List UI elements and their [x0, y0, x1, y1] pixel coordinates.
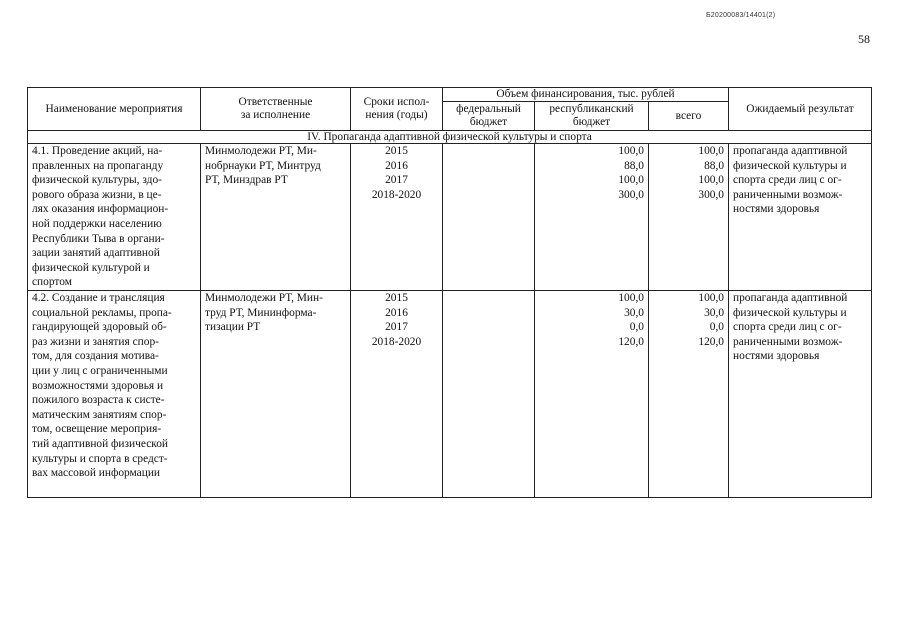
total-value: 88,0: [704, 159, 725, 172]
header-result: [729, 88, 872, 131]
text-line: правленных на пропаганду: [32, 159, 164, 172]
total-value: 0,0: [709, 321, 725, 334]
header-federal-line: бюджет: [469, 116, 508, 128]
header-terms-line: Сроки испол-: [363, 96, 430, 108]
year-value: 2017: [385, 174, 408, 187]
text-line: матическим занятиям спор-: [32, 408, 167, 421]
funding-table: [27, 87, 872, 498]
total-value: 300,0: [698, 188, 725, 201]
text-line: рового образа жизни, в це-: [32, 188, 162, 201]
header-terms: [351, 88, 443, 131]
header-funding-group: [443, 88, 729, 102]
text-line: физической культуры, здо-: [32, 174, 162, 187]
text-line: нобрнауки РТ, Минтруд: [205, 159, 321, 172]
cell-total: [649, 291, 729, 498]
year-value: 2016: [385, 159, 408, 172]
cell-republican: [535, 291, 649, 498]
cell-federal: [443, 144, 535, 291]
year-value: 2017: [385, 321, 408, 334]
text-line: Минмолодежи РТ, Мин-: [205, 292, 323, 304]
cell-responsible: [201, 291, 351, 498]
text-line: труд РТ, Мининформа-: [205, 306, 317, 319]
text-line: Республики Тыва в органи-: [32, 232, 165, 245]
republican-value: 100,0: [618, 174, 644, 187]
year-value: 2016: [385, 306, 408, 319]
text-line: том, для создания мотива-: [32, 350, 159, 363]
header-responsible-line: Ответственные: [238, 96, 313, 108]
header-total: [649, 102, 729, 131]
section-title: IV. Пропаганда адаптивной физической культуры и спорта: [28, 131, 872, 144]
header-terms-line: нения (годы): [365, 109, 428, 121]
header-federal-line: федеральный: [456, 103, 521, 115]
text-line: раниченными возмож-: [733, 335, 843, 348]
text-line: том, освещение мероприя-: [32, 423, 162, 436]
text-line: ции у лиц с ограниченными: [32, 364, 168, 377]
year-value: 2015: [385, 292, 408, 304]
text-line: спортом: [32, 276, 72, 289]
total-value: 30,0: [704, 306, 725, 319]
text-line: пропаганда адаптивной: [733, 145, 848, 157]
text-line: тий адаптивной физической: [32, 437, 168, 450]
total-value: 120,0: [698, 335, 725, 348]
text-line: пропаганда адаптивной: [733, 292, 848, 304]
cell-result: [729, 291, 872, 498]
text-line: раниченными возмож-: [733, 188, 843, 201]
text-line: РТ, Минздрав РТ: [205, 174, 288, 187]
cell-name: [28, 291, 201, 498]
republican-value: 0,0: [629, 321, 644, 334]
text-line: 4.2. Создание и трансляция: [32, 292, 165, 304]
header-name-text: Наименование мероприятия: [45, 102, 183, 115]
header-republican-line: республиканский: [549, 103, 634, 115]
text-line: возможностями здоровья и: [32, 379, 164, 392]
republican-value: 100,0: [618, 145, 644, 157]
cell-total: [649, 144, 729, 291]
header-responsible-line: за исполнение: [240, 109, 311, 121]
text-line: социальной рекламы, пропа-: [32, 306, 172, 319]
text-line: пожилого возраста к систе-: [32, 394, 165, 407]
text-line: 4.1. Проведение акций, на-: [32, 145, 163, 157]
cell-result: [729, 144, 872, 291]
republican-value: 100,0: [618, 292, 644, 304]
year-value: 2018-2020: [371, 188, 422, 201]
table-row: [28, 144, 872, 291]
header-federal: [443, 102, 535, 131]
cell-years: [351, 144, 443, 291]
document-id: Б20200083/14401(2): [706, 12, 776, 19]
header-total-text: всего: [675, 109, 702, 122]
text-line: зации занятий адаптивной: [32, 247, 160, 260]
text-line: лях оказания информацион-: [32, 203, 169, 216]
republican-value: 88,0: [624, 159, 644, 172]
page-number: 58: [858, 32, 870, 46]
text-line: тизации РТ: [205, 321, 261, 334]
cell-responsible: [201, 144, 351, 291]
text-line: ной поддержки населению: [32, 217, 162, 230]
header-republican: [535, 102, 649, 131]
text-line: спорта среди лиц с ог-: [733, 174, 842, 187]
cell-years: [351, 291, 443, 498]
total-value: 100,0: [698, 292, 725, 304]
republican-value: 300,0: [618, 188, 644, 201]
text-line: гандирующей здоровый об-: [32, 321, 167, 334]
header-result-text: Ожидаемый результат: [746, 102, 854, 115]
text-line: физической культуры и: [733, 306, 847, 319]
text-line: культуры и спорта в средст-: [32, 452, 168, 465]
total-value: 100,0: [698, 145, 725, 157]
header-funding-group-text: Объем финансирования, тыс. рублей: [496, 88, 675, 100]
section-row: [28, 131, 872, 144]
header-responsible: [201, 88, 351, 131]
text-line: физической культурой и: [32, 261, 150, 274]
text-line: Минмолодежи РТ, Ми-: [205, 145, 317, 157]
cell-republican: [535, 144, 649, 291]
text-line: вах массовой информации: [32, 467, 161, 480]
cell-federal: [443, 291, 535, 498]
year-value: 2018-2020: [371, 335, 422, 348]
text-line: раз жизни и занятия спор-: [32, 335, 159, 348]
text-line: ностями здоровья: [733, 203, 820, 216]
text-line: ностями здоровья: [733, 350, 820, 363]
cell-name: [28, 144, 201, 291]
text-line: спорта среди лиц с ог-: [733, 321, 842, 334]
text-line: физической культуры и: [733, 159, 847, 172]
republican-value: 30,0: [624, 306, 644, 319]
header-name: [28, 88, 201, 131]
total-value: 100,0: [698, 174, 725, 187]
republican-value: 120,0: [618, 335, 644, 348]
year-value: 2015: [385, 145, 408, 157]
table-row: [28, 291, 872, 498]
header-republican-line: бюджет: [572, 116, 611, 128]
